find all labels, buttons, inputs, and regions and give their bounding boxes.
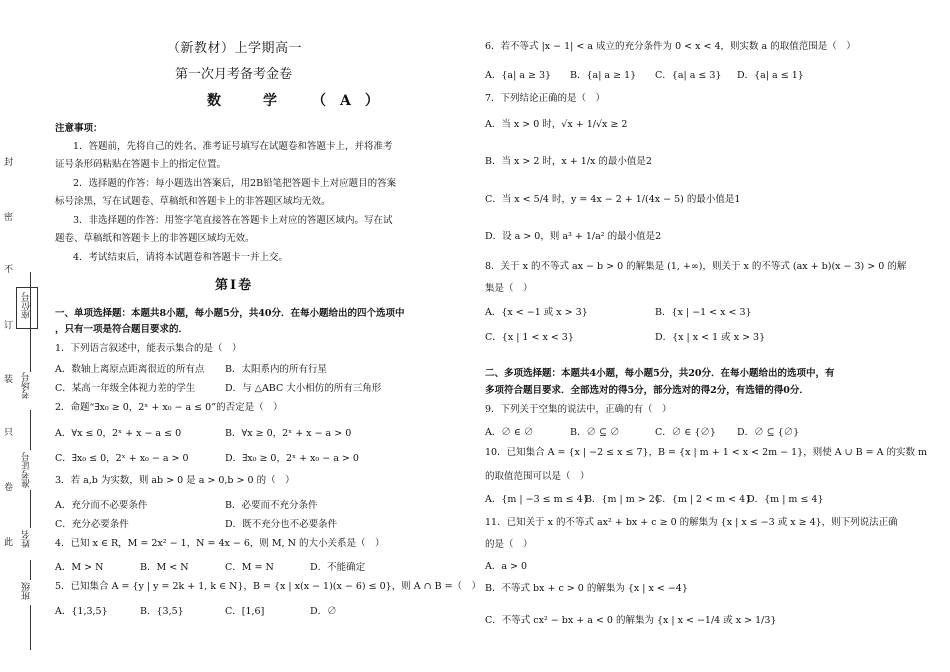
notice-line: 证号条形码粘贴在答题卡上的指定位置。 <box>55 159 227 170</box>
exam-subject: 数 学 （A） <box>207 93 393 109</box>
q6-option-d: D．{a| a ≤ 1} <box>737 70 804 81</box>
q10-option-b: B．{m | m > 2} <box>585 494 661 505</box>
section2-heading: 二、多项选择题：本题共4小题，每小题5分，共20分．在每小题给出的选项中，有 <box>485 368 835 379</box>
q7-option-a: A．当 x > 0 时，√x + 1/√x ≥ 2 <box>485 119 628 130</box>
notice-line: 题卷、草稿纸和答题卡上的非答题区域均无效。 <box>55 233 255 244</box>
q3-option-b: B．必要而不充分条件 <box>225 500 318 511</box>
strip-char: 装 <box>4 375 14 385</box>
name-label: 姓名 <box>22 530 32 548</box>
section1-heading: ，只有一项是符合题目要求的． <box>55 324 189 335</box>
q10-stem-cont: 的取值范围可以是（ ） <box>485 471 590 482</box>
notice-line: 3．非选择题的作答：用签字笔直接答在答题卡上对应的答题区域内。写在试 <box>73 215 393 226</box>
class-label: 班级 <box>22 582 32 600</box>
q11-option-b: B．不等式 bx + c > 0 的解集为 {x | x < −4} <box>485 583 688 594</box>
notice-title: 注意事项： <box>55 123 103 134</box>
strip-char: 密 <box>4 213 14 223</box>
q7-option-c: C．当 x < 5/4 时，y = 4x − 2 + 1/(4x − 5) 的最小值是1 <box>485 194 741 205</box>
section1-heading: 一、单项选择题：本题共8小题，每小题5分，共40分．在每小题给出的四个选项中 <box>55 308 405 319</box>
q6-option-b: B．{a| a ≥ 1} <box>570 70 637 81</box>
q10-option-d: D．{m | m ≤ 4} <box>747 494 824 505</box>
q6-stem: 6．若不等式 |x − 1| < a 成立的充分条件为 0 < x < 4，则实数 a 的取值范围是（ ） <box>485 41 856 52</box>
q1-option-c: C．某高一年级全体视力差的学生 <box>55 383 196 394</box>
fill-line <box>30 605 31 650</box>
q4-stem: 4．已知 x ∈ R，M = 2x² − 1，N = 4x − 6，则 M, N 的大小关系是（ ） <box>55 538 385 549</box>
volume-title: 第Ⅰ卷 <box>215 278 254 293</box>
q8-option-d: D．{x | x < 1 或 x > 3} <box>655 332 766 343</box>
q8-option-c: C．{x | 1 < x < 3} <box>485 332 574 343</box>
strip-char: 不 <box>4 265 14 275</box>
q8-option-a: A．{x < −1 或 x > 3} <box>485 307 588 318</box>
q1-option-b: B．太阳系内的所有行星 <box>225 364 327 375</box>
strip-char: 此 <box>4 538 14 548</box>
q3-stem: 3．若 a,b 为实数，则 ab > 0 是 a > 0,b > 0 的（ ） <box>55 475 295 486</box>
fill-line <box>30 490 31 528</box>
q4-option-d: D．不能确定 <box>310 562 366 573</box>
q10-option-c: C．{m | 2 < m < 4} <box>655 494 752 505</box>
q8-stem: 8．关于 x 的不等式 ax − b > 0 的解集是 (1, +∞)，则关于 x 的不等式 (ax + b)(x − 3) > 0 的解 <box>485 261 907 272</box>
q2-option-b: B．∀x ≥ 0，2ˣ + x − a > 0 <box>225 428 352 439</box>
q2-option-d: D．∃x₀ ≥ 0，2ˣ + x₀ − a > 0 <box>225 453 359 464</box>
q11-stem-cont: 的是（ ） <box>485 539 533 550</box>
notice-line: 标号涂黑，写在试题卷、草稿纸和答题卡上的非答题区域均无效。 <box>55 196 331 207</box>
q7-option-d: D．设 a > 0，则 a³ + 1/a² 的最小值是2 <box>485 231 662 242</box>
q9-option-b: B．∅ ⊆ ∅ <box>570 427 620 438</box>
notice-line: 1．答题前，先将自己的姓名、准考证号填写在试题卷和答题卡上，并将准考 <box>73 141 393 152</box>
q11-option-a: A．a > 0 <box>485 561 528 572</box>
q2-option-c: C．∃x₀ ≤ 0，2ˣ + x₀ − a > 0 <box>55 453 189 464</box>
q9-option-d: D．∅ ⊆ {∅} <box>737 427 800 438</box>
strip-char: 只 <box>4 428 14 438</box>
q8-stem-cont: 集是（ ） <box>485 283 533 294</box>
q9-option-a: A．∅ ∈ ∅ <box>485 427 534 438</box>
q9-option-c: C．∅ ∈ {∅} <box>655 427 716 438</box>
q1-option-a: A．数轴上离原点距离很近的所有点 <box>55 364 205 375</box>
binding-strip <box>0 0 40 672</box>
q2-option-a: A．∀x ≤ 0，2ˣ + x − a ≤ 0 <box>55 428 182 439</box>
q4-option-a: A．M > N <box>55 562 104 573</box>
strip-char: 订 <box>4 321 14 331</box>
q7-stem: 7．下列结论正确的是（ ） <box>485 93 606 104</box>
q1-stem: 1．下列语言叙述中，能表示集合的是（ ） <box>55 343 242 354</box>
q8-option-b: B．{x | −1 < x < 3} <box>655 307 752 318</box>
q1-option-d: D．与 △ABC 大小相仿的所有三角形 <box>225 383 382 394</box>
q7-option-b: B．当 x > 2 时，x + 1/x 的最小值是2 <box>485 156 652 167</box>
notice-line: 2．选择题的作答：每小题选出答案后，用2B铅笔把答题卡上对应题目的答案 <box>73 178 397 189</box>
q5-stem: 5．已知集合 A = {y | y = 2k + 1, k ∈ N}，B = {x | x(x − 1)(x − 6) ≤ 0}，则 A ∩ B =（ ） <box>55 581 482 592</box>
exam-title-line1: （新教材）上学期高一 <box>167 41 303 56</box>
section2-heading: 多项符合题目要求．全部选对的得5分，部分选对的得2分，有选错的得0分． <box>485 385 809 396</box>
exam-title-line2: 第一次月考备考金卷 <box>175 67 293 82</box>
q6-option-c: C．{a| a ≤ 3} <box>655 70 722 81</box>
q2-stem: 2．命题“∃x₀ ≥ 0，2ˣ + x₀ − a ≤ 0”的否定是（ ） <box>55 402 283 413</box>
q10-stem: 10．已知集合 A = {x | −2 ≤ x ≤ 7}，B = {x | m + 1 < x < 2m − 1}，则使 A ∪ B = A 的实数 m <box>485 447 928 458</box>
q3-option-a: A．充分而不必要条件 <box>55 500 148 511</box>
strip-char: 封 <box>4 158 14 168</box>
q5-option-c: C．[1,6] <box>225 606 265 617</box>
fill-line <box>30 410 31 450</box>
q5-option-a: A．{1,3,5} <box>55 606 108 617</box>
notice-line: 4．考试结束后，请将本试题卷和答题卡一并上交。 <box>73 252 289 263</box>
q4-option-b: B．M < N <box>140 562 189 573</box>
fill-line <box>30 560 31 580</box>
q11-stem: 11．已知关于 x 的不等式 ax² + bx + c ≥ 0 的解集为 {x | x ≤ −3 或 x ≥ 4}，则下列说法正确 <box>485 517 898 528</box>
fill-line <box>30 272 31 372</box>
q3-option-c: C．充分必要条件 <box>55 519 129 530</box>
strip-char: 卷 <box>4 483 14 493</box>
q5-option-d: D．∅ <box>310 606 337 617</box>
exam-room-label: 考场号 <box>22 372 32 399</box>
q4-option-c: C．M = N <box>225 562 274 573</box>
seat-label: 座位号 <box>22 292 32 319</box>
q6-option-a: A．{a| a ≥ 3} <box>485 70 552 81</box>
q3-option-d: D．既不充分也不必要条件 <box>225 519 338 530</box>
q10-option-a: A．{m | −3 ≤ m ≤ 4} <box>485 494 589 505</box>
q9-stem: 9．下列关于空集的说法中，正确的有（ ） <box>485 404 672 415</box>
q5-option-b: B．{3,5} <box>140 606 184 617</box>
q11-option-c: C．不等式 cx² − bx + a < 0 的解集为 {x | x < −1/4 或 x > 1/3} <box>485 615 777 626</box>
ticket-label: 准考证号 <box>22 452 32 488</box>
